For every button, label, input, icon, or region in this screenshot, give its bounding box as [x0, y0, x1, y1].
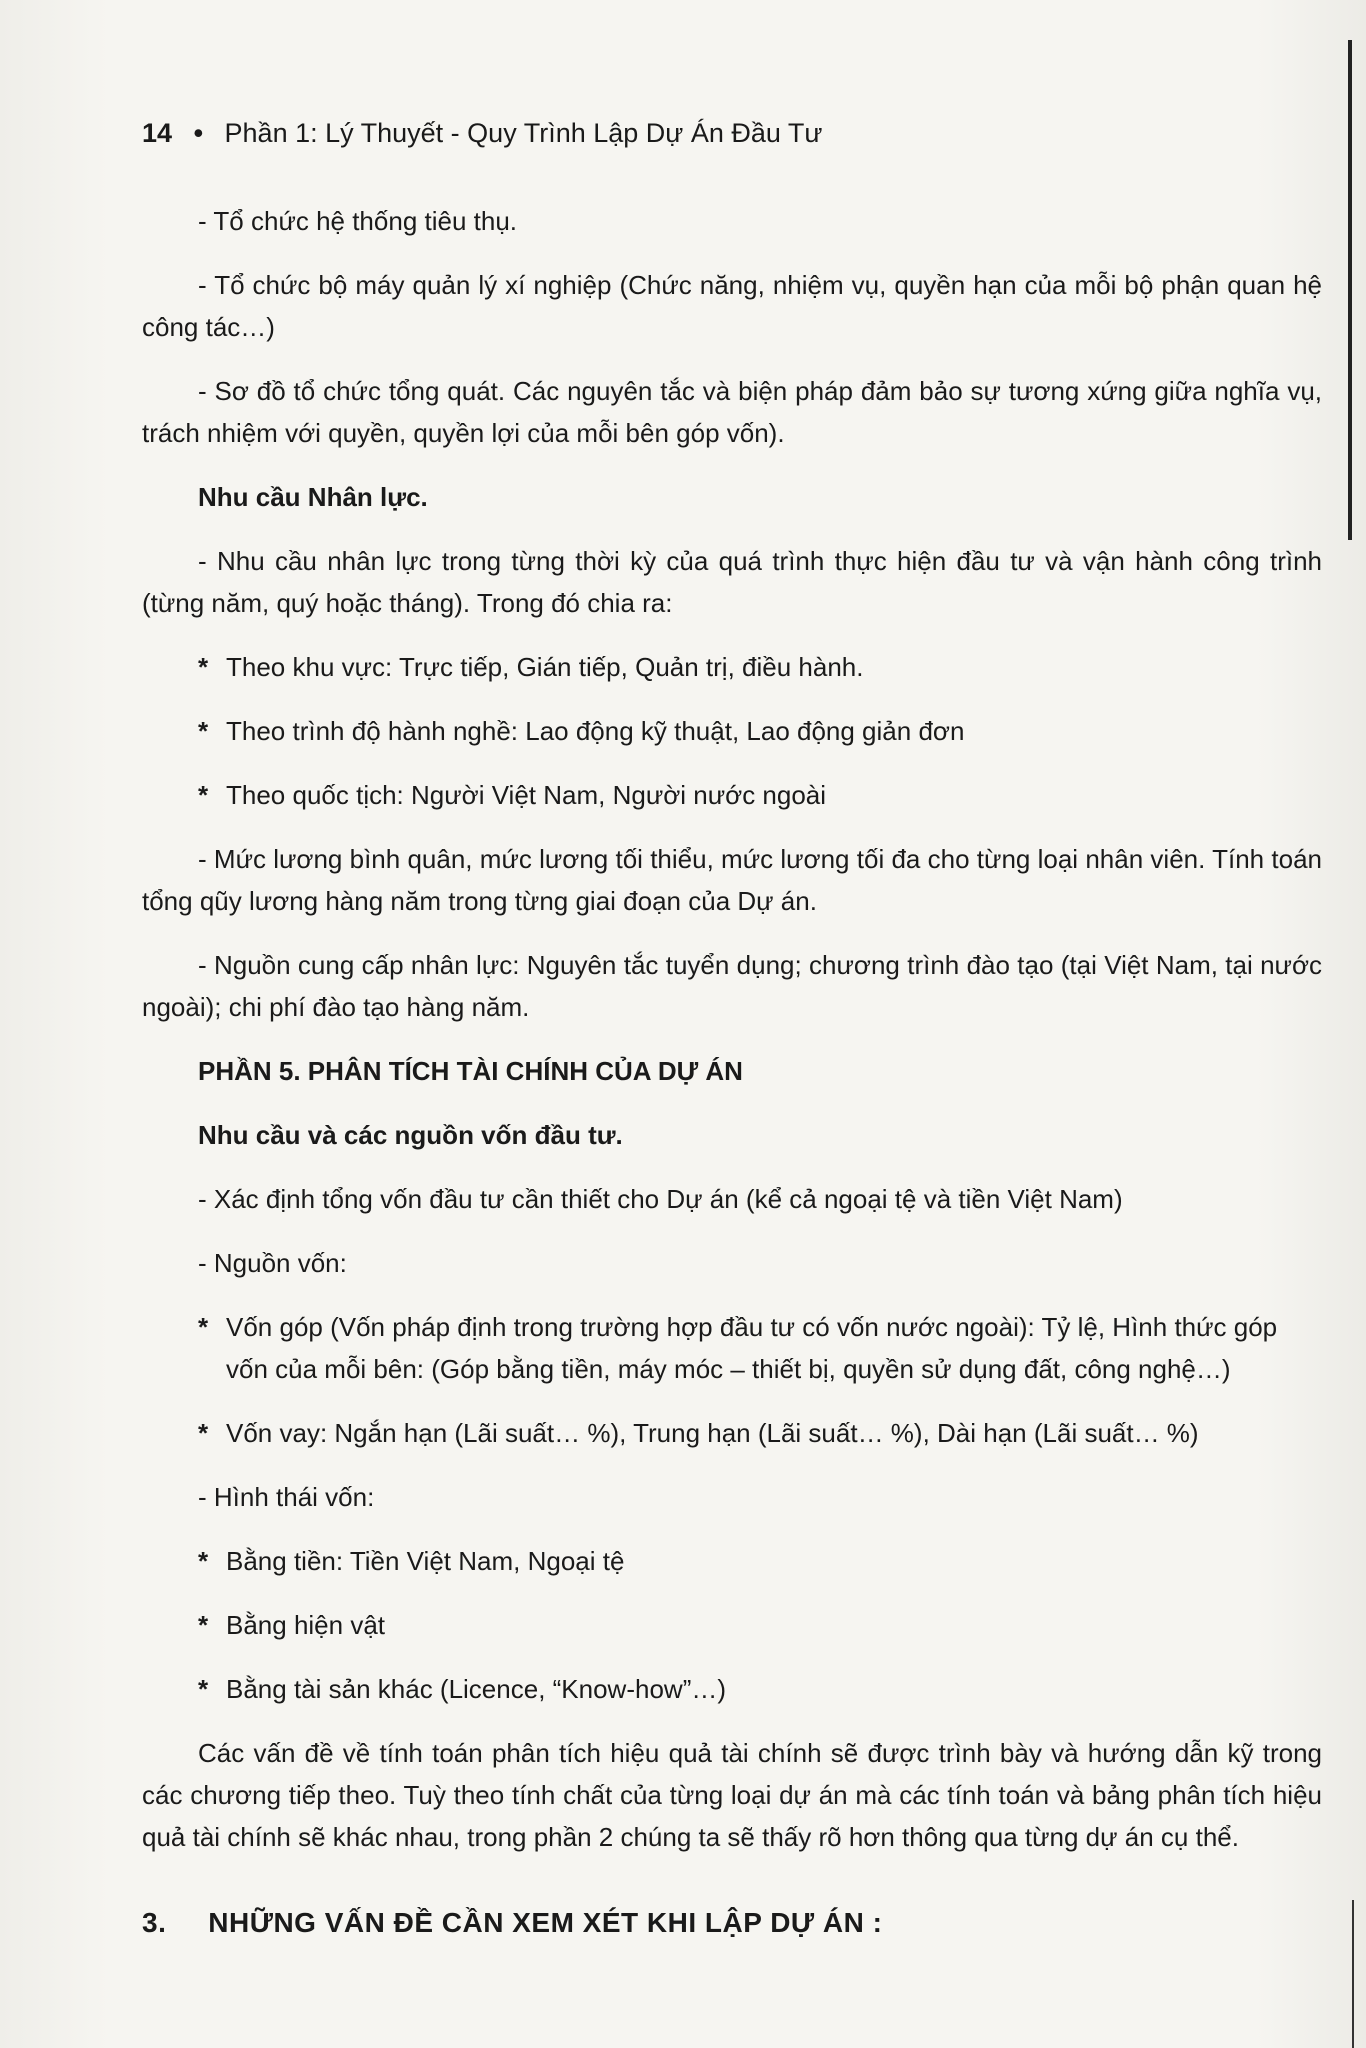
paragraph: - Nhu cầu nhân lực trong từng thời kỳ của quá trình thực hiện đầu tư và vận hành công trình (từng năm, quý hoặc tháng). Trong đó chia ra: — [142, 546, 1322, 618]
subheading-nhan-luc: Nhu cầu Nhân lực. — [198, 482, 428, 512]
subheading-von: Nhu cầu và các nguồn vốn đầu tư. — [198, 1120, 623, 1150]
list-item — [142, 1604, 1322, 1646]
bullet-star: * — [198, 1546, 209, 1576]
list-item-text: Vốn góp (Vốn pháp định trong trường hợp đầu tư có vốn nước ngoài): Tỷ lệ, Hình thức góp vốn của mỗi bên: (Góp bằng tiền, máy móc – thiết bị, quyền sử dụng đất, công nghệ…) — [226, 1312, 1278, 1384]
list-item-text: Vốn vay: Ngắn hạn (Lãi suất… %), Trung hạn (Lãi suất… %), Dài hạn (Lãi suất… %) — [226, 1418, 1199, 1448]
running-header — [142, 118, 823, 149]
header-title: Phần 1: Lý Thuyết - Quy Trình Lập Dự Án Đầu Tư — [224, 118, 823, 148]
list-item-text: Theo quốc tịch: Người Việt Nam, Người nước ngoài — [226, 780, 827, 810]
list-item — [142, 1306, 1322, 1390]
bullet-star: * — [198, 1610, 209, 1640]
heading-number: 3. — [142, 1907, 167, 1938]
list-item — [142, 774, 1322, 816]
paragraph: - Sơ đồ tổ chức tổng quát. Các nguyên tắc và biện pháp đảm bảo sự tương xứng giữa nghĩa vụ, trách nhiệm với quyền, quyền lợi của mỗi bên góp vốn). — [142, 376, 1322, 448]
list-item-text: Bằng tài sản khác (Licence, “Know-how”…) — [226, 1674, 727, 1704]
bullet-star: * — [198, 716, 209, 746]
page-edge-mark-bottom — [1352, 1900, 1354, 2048]
paragraph: Các vấn đề về tính toán phân tích hiệu quả tài chính sẽ được trình bày và hướng dẫn kỹ trong các chương tiếp theo. Tuỳ theo tính chất của từng loại dự án mà các tính toán và bảng phân tích hiệu quả tài chính sẽ khác nhau, trong phần 2 chúng ta sẽ thấy rõ hơn thông qua từng dự án cụ thể. — [142, 1738, 1322, 1852]
paragraph: - Hình thái vốn: — [198, 1482, 375, 1512]
list-item — [142, 1668, 1322, 1710]
list-item-text: Theo khu vực: Trực tiếp, Gián tiếp, Quản trị, điều hành. — [226, 652, 864, 682]
list-item-text: Bằng hiện vật — [226, 1610, 386, 1640]
bullet-star: * — [198, 1312, 209, 1342]
paragraph: - Tổ chức hệ thống tiêu thụ. — [198, 206, 518, 236]
list-item-text: Bằng tiền: Tiền Việt Nam, Ngoại tệ — [226, 1546, 625, 1576]
list-item — [142, 1540, 1322, 1582]
paragraph: - Xác định tổng vốn đầu tư cần thiết cho Dự án (kể cả ngoại tệ và tiền Việt Nam) — [198, 1184, 1123, 1214]
bullet-star: * — [198, 1418, 209, 1448]
page-edge-mark — [1348, 40, 1352, 540]
page-body — [142, 200, 1322, 1944]
page-number: 14 — [142, 118, 173, 148]
chapter-heading — [142, 1902, 1322, 1944]
heading-title: NHỮNG VẤN ĐỀ CẦN XEM XÉT KHI LẬP DỰ ÁN : — [208, 1907, 883, 1938]
list-item — [142, 1412, 1322, 1454]
paragraph: - Mức lương bình quân, mức lương tối thiểu, mức lương tối đa cho từng loại nhân viên. Tính toán tổng qũy lương hàng năm trong từng giai đoạn của Dự án. — [142, 844, 1322, 916]
bullet-star: * — [198, 652, 209, 682]
list-item — [142, 710, 1322, 752]
list-item — [142, 646, 1322, 688]
header-separator: • — [193, 118, 204, 148]
section-heading: PHẦN 5. PHÂN TÍCH TÀI CHÍNH CỦA DỰ ÁN — [198, 1056, 743, 1086]
list-item-text: Theo trình độ hành nghề: Lao động kỹ thuật, Lao động giản đơn — [226, 716, 965, 746]
bullet-star: * — [198, 1674, 209, 1704]
paragraph: - Nguồn cung cấp nhân lực: Nguyên tắc tuyển dụng; chương trình đào tạo (tại Việt Nam, tại nước ngoài); chi phí đào tạo hàng năm. — [142, 950, 1322, 1022]
paragraph: - Tổ chức bộ máy quản lý xí nghiệp (Chức năng, nhiệm vụ, quyền hạn của mỗi bộ phận quan hệ công tác…) — [142, 270, 1322, 342]
paragraph: - Nguồn vốn: — [198, 1248, 347, 1278]
bullet-star: * — [198, 780, 209, 810]
